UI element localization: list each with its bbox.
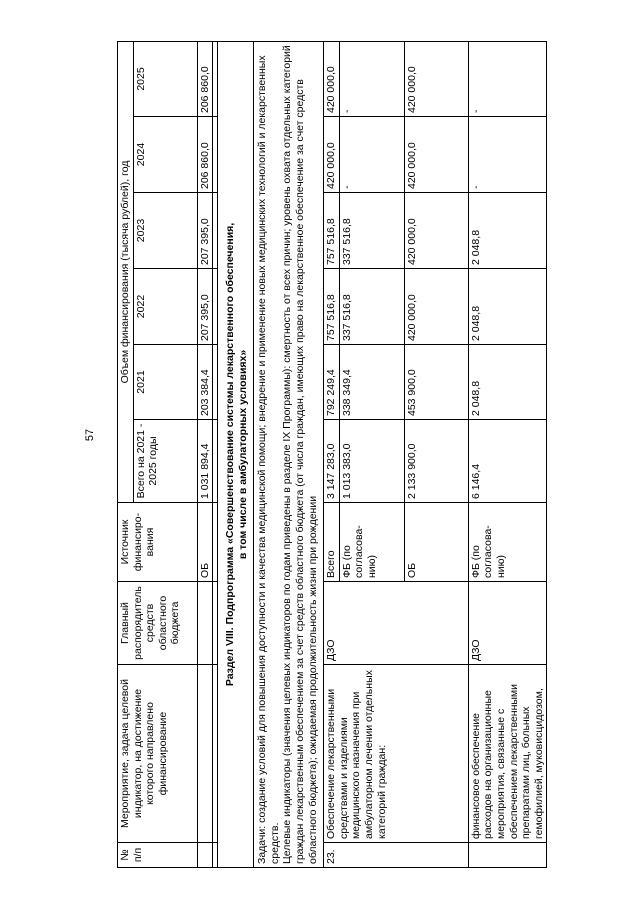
value-cell: 420 000,0: [404, 269, 468, 345]
section-title-row: [218, 41, 254, 867]
value-cell: -: [468, 41, 547, 116]
header-year: 2024: [133, 117, 197, 193]
header-manager: Главный распорядитель средств областного бюджета: [118, 582, 198, 665]
financing-table: [117, 41, 547, 868]
row-number: [468, 843, 547, 868]
measure-cell: финансовое обеспечение расходов на организационные мероприятия, связанные с обеспечением лекарственными препаратами лиц, больных гемофилией, муковисцидозом,: [468, 665, 547, 843]
header-year: 2025: [133, 41, 197, 116]
header-year: 2022: [133, 269, 197, 345]
value-cell: 420 000,0: [404, 41, 468, 116]
header-num: № п/п: [118, 843, 198, 868]
page-number: 57: [84, 428, 96, 442]
total-cell: 1 013 383,0: [339, 420, 404, 503]
value-cell: 207 395,0: [197, 269, 213, 345]
value-cell: 2 048,8: [468, 269, 547, 345]
value-cell: 757 516,8: [324, 193, 340, 269]
total-cell: 3 147 283,0: [324, 420, 340, 503]
header-measure: Мероприятие, задача целевой индикатор, на достижение которого направлено финансирование: [118, 665, 198, 843]
section-title: [218, 41, 254, 867]
source-cell: ОБ: [197, 503, 213, 582]
header-row-1: [118, 41, 134, 867]
row-number: 23.: [324, 843, 469, 868]
value-cell: 420 000,0: [324, 41, 340, 116]
tasks-block: [254, 41, 324, 867]
header-total: Всего на 2021 - 2025 годы: [133, 420, 197, 503]
value-cell: 337 516,8: [339, 269, 404, 345]
value-cell: 206 860,0: [197, 117, 213, 193]
source-cell: ФБ (по согласова-нию): [339, 503, 404, 582]
source-cell: Всего: [324, 503, 340, 582]
header-year: 2021: [133, 345, 197, 420]
manager-cell: ДЗО: [468, 582, 547, 665]
header-funding: Объем финансирования (тысяча рублей), год: [118, 41, 134, 502]
value-cell: 338 349,4: [339, 345, 404, 420]
value-cell: 420 000,0: [404, 193, 468, 269]
value-cell: 420 000,0: [324, 117, 340, 193]
value-cell: 792 249,4: [324, 345, 340, 420]
financing-table-sheet: [117, 42, 545, 868]
value-cell: 2 048,8: [468, 345, 547, 420]
indicators-text: Целевые индикаторы (значения целевых индикаторов по годам приведены в разделе IX Программы): смертность от всех причин; уровень охвата отдельных категорий граждан лекарственным обеспечением за счет средств областного бюджета (от числа граждан, имеющих право на лекарственное обеспечение за счет средств областного бюджета); ожидаемая продолжительность жизни при рождении: [281, 45, 319, 864]
section-title-line: Раздел VIII. Подпрограмма «Совершенствование системы лекарственного обеспечения,: [224, 222, 237, 687]
source-cell: ОБ: [404, 503, 468, 582]
value-cell: -: [468, 117, 547, 193]
value-cell: -: [339, 117, 404, 193]
table-row: [324, 41, 340, 867]
value-cell: 203 384,4: [197, 345, 213, 420]
tasks-row: [254, 41, 324, 867]
tasks-text: Задачи: создание условий для повышения доступности и качества медицинской помощи; внедрение и применение новых медицинских технологий и лекарственных средств.: [256, 55, 281, 864]
header-year: 2023: [133, 193, 197, 269]
manager-cell: ДЗО: [324, 582, 469, 665]
header-source: Источник финансиро-вания: [118, 503, 198, 582]
source-cell: ФБ (по согласова-нию): [468, 503, 547, 582]
total-cell: 6 146,4: [468, 420, 547, 503]
value-cell: 757 516,8: [324, 269, 340, 345]
value-cell: 206 860,0: [197, 41, 213, 116]
value-cell: 2 048,8: [468, 193, 547, 269]
total-cell: 2 133 900,0: [404, 420, 468, 503]
value-cell: 207 395,0: [197, 193, 213, 269]
previous-section-total-row: [197, 41, 213, 867]
total-cell: 1 031 894,4: [197, 420, 213, 503]
value-cell: 453 900,0: [404, 345, 468, 420]
value-cell: 337 516,8: [339, 193, 404, 269]
value-cell: 420 000,0: [404, 117, 468, 193]
measure-cell: Обеспечение лекарственными средствами и изделиями медицинского назначения при амбулаторном лечении отдельных категорий граждан:: [324, 665, 469, 843]
value-cell: -: [339, 41, 404, 116]
section-title-line: в том числе в амбулаторных условиях»: [237, 349, 250, 560]
table-row: [468, 41, 547, 867]
